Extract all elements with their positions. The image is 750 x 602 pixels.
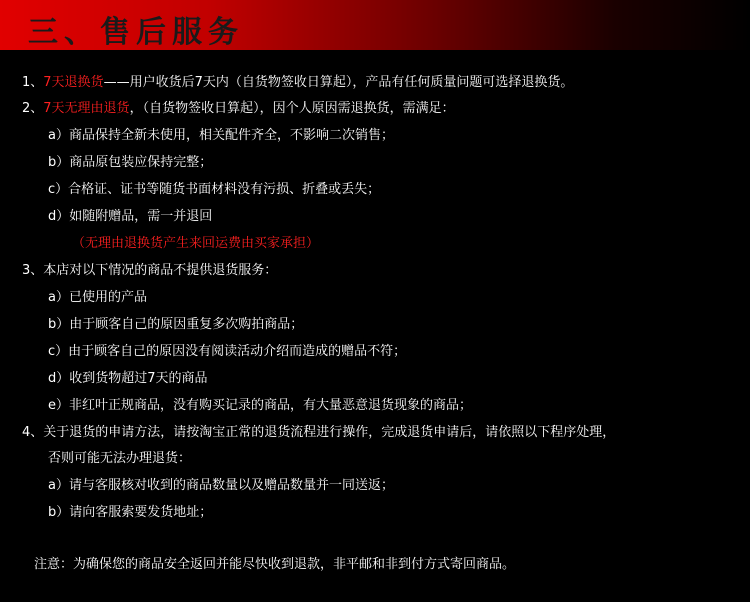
footer-note: 注意：为确保您的商品安全返回并能尽快收到退款，非平邮和非到付方式寄回商品。 (34, 557, 516, 572)
item-3-sub-c: c）由于顾客自己的原因没有阅读活动介绍而造成的赠品不符； (48, 344, 407, 359)
item-4-sub-b: b）请向客服索要发货地址； (48, 505, 213, 520)
item-1-highlight: 7天退换货 (43, 75, 104, 90)
policy-item-4: 4、关于退货的申请方法，请按淘宝正常的退货流程进行操作，完成退货申请后，请依照以下程序处理， (22, 425, 616, 440)
item-2-text: ，（自货物签收日算起），因个人原因需退换货，需满足： (129, 101, 455, 116)
item-2-number: 2、 (22, 101, 44, 116)
policy-item-1 (22, 74, 573, 92)
section-title: 三、售后服务 (28, 15, 244, 50)
policy-item-3: 3、本店对以下情况的商品不提供退货服务： (22, 263, 278, 278)
item-2-sub-d: d）如随附赠品，需一并退回 (48, 209, 213, 224)
item-1-number: 1、 (22, 75, 44, 90)
item-1-text: ——用户收货后7天内（自货物签收日算起），产品有任何质量问题可选择退换货。 (103, 75, 574, 90)
item-3-sub-b: b）由于顾客自己的原因重复多次购拍商品； (48, 317, 304, 332)
item-2-highlight: 7天无理由退货 (43, 101, 130, 116)
item-4-sub-a: a）请与客服核对收到的商品数量以及赠品数量并一同送返； (48, 478, 394, 493)
item-2-shipping-note: （无理由退换货产生来回运费由买家承担） (72, 236, 320, 251)
item-3-sub-d: d）收到货物超过7天的商品 (48, 371, 208, 386)
item-3-sub-a: a）已使用的产品 (48, 290, 147, 305)
policy-item-2 (22, 100, 455, 118)
item-4-continuation: 否则可能无法办理退货： (48, 451, 192, 466)
item-2-sub-c: c）合格证、证书等随货书面材料没有污损、折叠或丢失； (48, 182, 381, 197)
item-2-sub-b: b）商品原包装应保持完整； (48, 155, 213, 170)
item-2-sub-a: a）商品保持全新未使用，相关配件齐全，不影响二次销售； (48, 128, 394, 143)
item-3-sub-e: e）非红叶正规商品，没有购买记录的商品，有大量恶意退货现象的商品； (48, 398, 472, 413)
